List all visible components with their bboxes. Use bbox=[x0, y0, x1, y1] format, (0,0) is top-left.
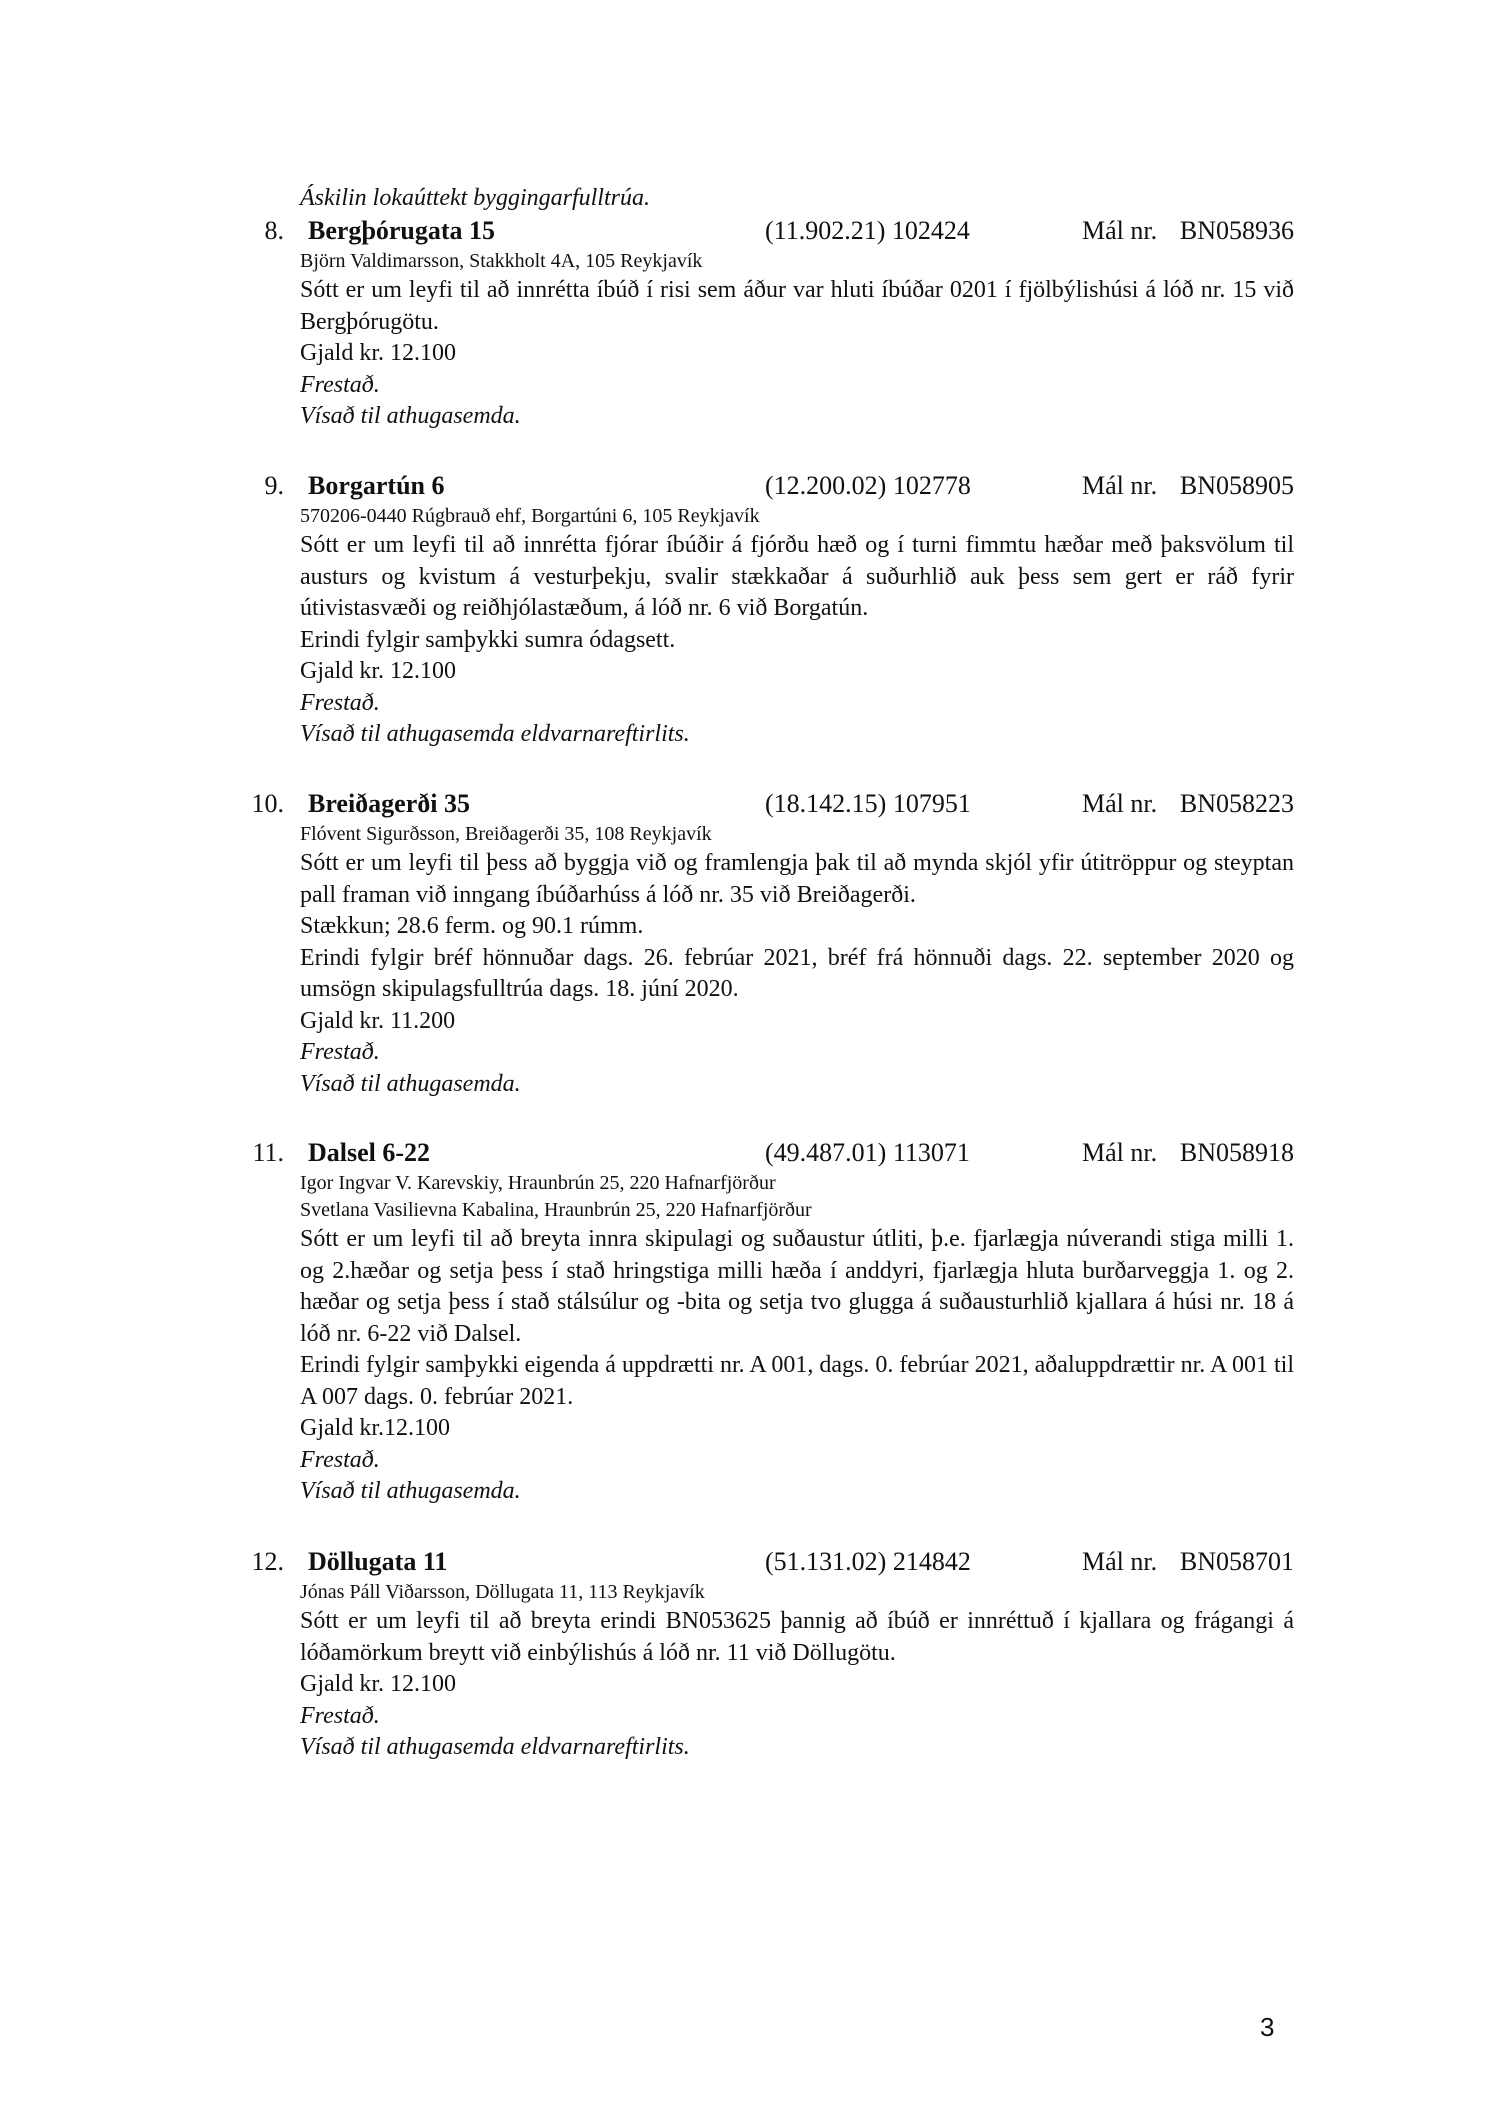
case-id: BN058223 bbox=[1179, 789, 1294, 818]
case-description: Sótt er um leyfi til þess að byggja við og framlengja þak til að mynda skjól yfir útitröppur og steyptan pall framan við inngang íbúðarhúss á lóð nr. 35 við Breiðagerði. bbox=[300, 850, 1294, 908]
case-description: Sótt er um leyfi til að breyta innra skipulagi og suðaustur útliti, þ.e. fjarlægja núverandi stiga milli 1. og 2.hæðar og setja þess í stað hringstiga milli hæða í anddyri, fjarlægja hluta burðarveggja 1. og 2. hæðar og setja þess í stað stálsúlur og -bita og setja tvo glugga á suðausturhlið kjallara á húsi nr. 18 á lóð nr. 6-22 við Dalsel. bbox=[300, 1226, 1294, 1347]
case-item bbox=[0, 1545, 1500, 1764]
case-id: BN058905 bbox=[1179, 471, 1294, 500]
applicant: Svetlana Vasilievna Kabalina, Hraunbrún 25, 220 Hafnarfjörður bbox=[300, 1199, 812, 1221]
applicant: Jónas Páll Viðarsson, Döllugata 11, 113 Reykjavík bbox=[300, 1581, 705, 1603]
applicant: 570206-0440 Rúgbrauð ehf, Borgartúni 6, 105 Reykjavík bbox=[300, 505, 760, 527]
fee: Gjald kr. 12.100 bbox=[300, 658, 456, 684]
fee: Gjald kr. 11.200 bbox=[300, 1007, 456, 1034]
property-code: (11.902.21) 102424 bbox=[765, 216, 970, 245]
intro-note: Áskilin lokaúttekt byggingarfulltrúa. bbox=[300, 185, 650, 211]
fee: Gjald kr. 12.100 bbox=[300, 1671, 456, 1697]
case-body bbox=[300, 821, 1294, 1100]
property-code: (49.487.01) 113071 bbox=[765, 1138, 970, 1167]
decision: Frestað. bbox=[300, 1446, 380, 1473]
case-address: Döllugata 11 bbox=[308, 1547, 448, 1576]
case-address: Bergþórugata 15 bbox=[308, 216, 496, 245]
property-code: (51.131.02) 214842 bbox=[765, 1547, 971, 1576]
case-ref bbox=[1082, 214, 1294, 248]
referral: Vísað til athugasemda. bbox=[300, 403, 521, 429]
case-label: Mál nr. bbox=[1082, 789, 1158, 818]
decision: Frestað. bbox=[300, 689, 380, 716]
property-code: (12.200.02) 102778 bbox=[765, 471, 971, 500]
case-id: BN058701 bbox=[1179, 1547, 1294, 1576]
case-header bbox=[0, 469, 1500, 503]
referral: Vísað til athugasemda. bbox=[300, 1070, 521, 1097]
case-address: Borgartún 6 bbox=[308, 471, 445, 500]
case-note: Erindi fylgir bréf hönnuðar dags. 26. febrúar 2021, bréf frá hönnuði dags. 22. september 2020 og umsögn skipulagsfulltrúa dags. 18. júní 2020. bbox=[300, 944, 1294, 1002]
case-ref bbox=[1082, 787, 1294, 821]
referral: Vísað til athugasemda. bbox=[300, 1478, 521, 1504]
case-body bbox=[300, 248, 1294, 433]
case-number: 11. bbox=[252, 1138, 284, 1167]
case-header bbox=[0, 1545, 1500, 1579]
referral: Vísað til athugasemda eldvarnareftirlits. bbox=[300, 721, 690, 747]
case-description: Sótt er um leyfi til að innrétta íbúð í risi sem áður var hluti íbúðar 0201 í fjölbýlishúsi á lóð nr. 15 við Bergþórugötu. bbox=[300, 277, 1294, 335]
case-body bbox=[300, 1170, 1294, 1508]
page-number: 3 bbox=[1260, 2012, 1275, 2042]
case-body bbox=[300, 1579, 1294, 1764]
case-number: 8. bbox=[264, 216, 284, 245]
case-header bbox=[0, 787, 1500, 821]
applicant: Björn Valdimarsson, Stakkholt 4A, 105 Reykjavík bbox=[300, 250, 703, 272]
case-ref bbox=[1082, 469, 1294, 503]
case-id: BN058936 bbox=[1179, 216, 1294, 245]
case-body bbox=[300, 503, 1294, 751]
fee: Gjald kr.12.100 bbox=[300, 1415, 450, 1441]
case-item bbox=[0, 1136, 1500, 1508]
case-ref bbox=[1082, 1545, 1294, 1579]
case-description: Sótt er um leyfi til að innrétta fjórar íbúðir á fjórðu hæð og í turni fimmtu hæðar með þaksvölum til austurs og kvistum á vesturþekju, svalir stækkaðar á suðurhlið auk þess sem gert er ráð fyrir útivistasvæði og reiðhjólastæðum, á lóð nr. 6 við Borgatún. bbox=[300, 532, 1294, 621]
case-item bbox=[0, 787, 1500, 1100]
case-label: Mál nr. bbox=[1082, 1138, 1158, 1167]
case-note: Erindi fylgir samþykki eigenda á uppdrætti nr. A 001, dags. 0. febrúar 2021, aðaluppdrættir nr. A 001 til A 007 dags. 0. febrúar 2021. bbox=[300, 1352, 1294, 1410]
case-id: BN058918 bbox=[1179, 1138, 1294, 1167]
case-number: 12. bbox=[251, 1547, 284, 1576]
case-number: 10. bbox=[251, 789, 284, 818]
case-address: Dalsel 6-22 bbox=[308, 1138, 431, 1167]
case-item bbox=[0, 214, 1500, 433]
case-description: Sótt er um leyfi til að breyta erindi BN053625 þannig að íbúð er innréttuð í kjallara og frágangi á lóðamörkum breytt við einbýlishús á lóð nr. 11 við Döllugötu. bbox=[300, 1608, 1294, 1666]
case-header bbox=[0, 1136, 1500, 1170]
case-note: Stækkun; 28.6 ferm. og 90.1 rúmm. bbox=[300, 913, 644, 939]
referral: Vísað til athugasemda eldvarnareftirlits. bbox=[300, 1734, 690, 1760]
decision: Frestað. bbox=[300, 371, 380, 398]
decision: Frestað. bbox=[300, 1039, 380, 1065]
case-item bbox=[0, 469, 1500, 751]
case-note: Erindi fylgir samþykki sumra ódagsett. bbox=[300, 626, 676, 653]
case-label: Mál nr. bbox=[1082, 216, 1158, 245]
case-label: Mál nr. bbox=[1082, 1547, 1158, 1576]
case-ref bbox=[1082, 1136, 1294, 1170]
case-label: Mál nr. bbox=[1082, 471, 1158, 500]
case-number: 9. bbox=[264, 471, 284, 500]
property-code: (18.142.15) 107951 bbox=[765, 789, 971, 818]
case-address: Breiðagerði 35 bbox=[308, 789, 470, 818]
applicant: Flóvent Sigurðsson, Breiðagerði 35, 108 Reykjavík bbox=[300, 823, 712, 845]
fee: Gjald kr. 12.100 bbox=[300, 340, 456, 366]
applicant: Igor Ingvar V. Karevskiy, Hraunbrún 25, 220 Hafnarfjörður bbox=[300, 1172, 776, 1194]
case-header bbox=[0, 214, 1500, 248]
decision: Frestað. bbox=[300, 1702, 380, 1729]
